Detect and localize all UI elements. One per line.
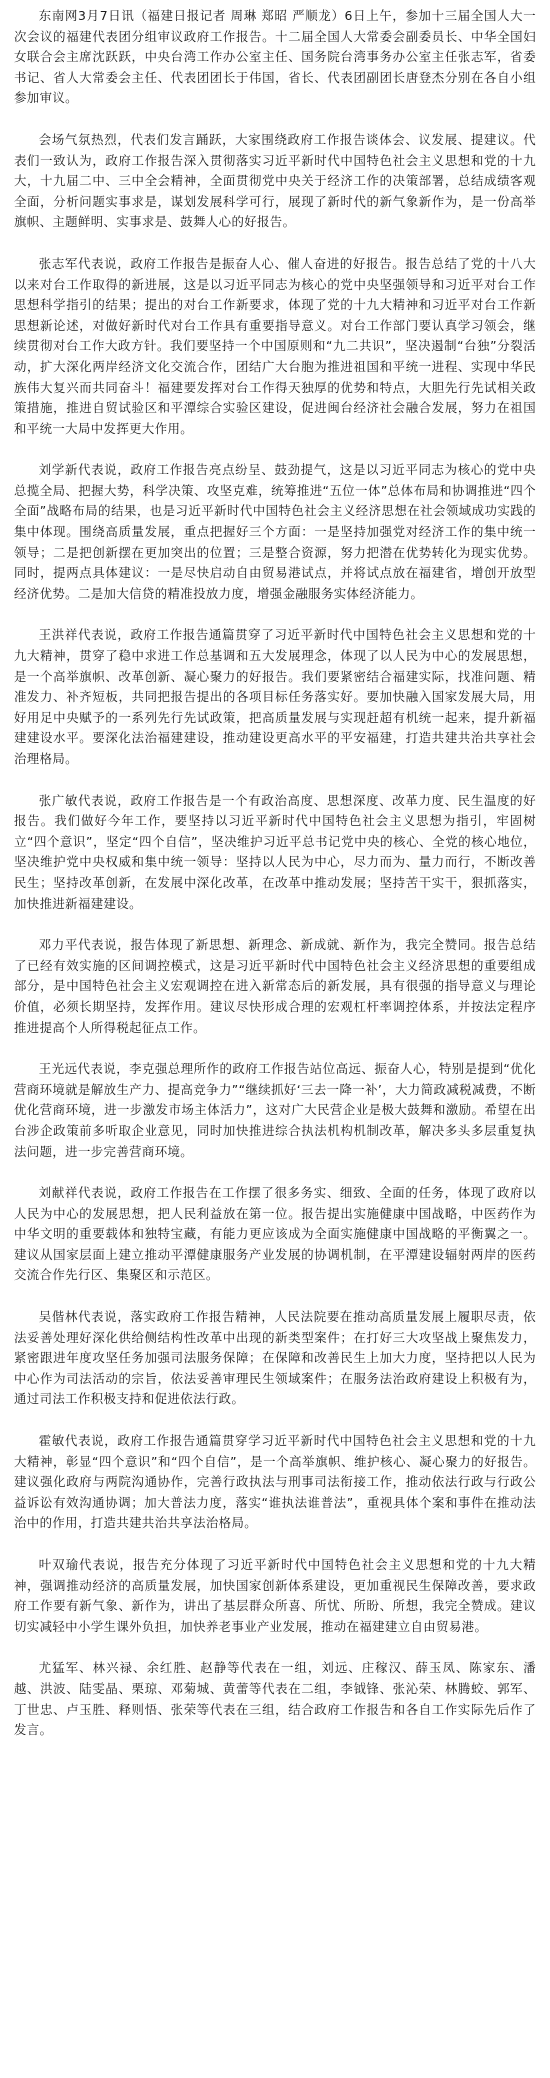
article-paragraph: 叶双瑜代表说，报告充分体现了习近平新时代中国特色社会主义思想和党的十九大精神，强调推动经济的高质量发展，加快国家创新体系建设，更加重视民生保障改善，要求政府工作要有新气象、新作为，讲出了基层群众所喜、所忧、所盼、所想，我完全赞成。建议切实减轻中小学生课外负担，加快养老事业产业发展，推动在福建建立自由贸易港。 <box>14 1557 536 1634</box>
article-paragraph: 王光远代表说，李克强总理所作的政府工作报告站位高远、振奋人心，特别是提到“优化营商环境就是解放生产力、提高竞争力”“继续抓好‘三去一降一补’，大力简政减税减费，不断优化营商环境，进一步激发市场主体活力”，这对广大民营企业是极大鼓舞和激励。希望在出台涉企政策前多听取企业意见，同时加快推进综合执法机构机制改革，解决多头多层重复执法问题，进一步完善营商环境。 <box>14 1061 536 1159</box>
article-paragraph: 张广敏代表说，政府工作报告是一个有政治高度、思想深度、改革力度、民生温度的好报告。我们做好今年工作，要坚持以习近平新时代中国特色社会主义思想为指引，牢固树立“四个意识”，坚定“四个自信”，坚决维护习近平总书记党中央的核心、全党的核心地位，坚决维护党中央权威和集中统一领导：坚持以人民为中心，尽力而为、量力而行，不断改善民生；坚持改革创新，在发展中深化改革，在改革中推动发展；坚持苦干实干，狠抓落实，加快推进新福建建设。 <box>14 792 536 911</box>
article-paragraph-lead: 东南网3月7日讯（福建日报记者 周琳 郑昭 严顺龙）6日上午，参加十三届全国人大一次会议的福建代表团分组审议政府工作报告。十二届全国人大常委会副委员长、中华全国妇女联合会主席沈跃跃，中央台湾工作办公室主任、国务院台湾事务办公室主任张志军，省委书记、省人大常委会主任、代表团团长于伟国，省长、代表团副团长唐登杰分别在各自小组参加审议。 <box>14 8 536 106</box>
article-paragraph: 刘献祥代表说，政府工作报告在工作摆了很多务实、细致、全面的任务，体现了政府以人民为中心的发展思想，把人民利益放在第一位。报告提出实施健康中国战略，中医药作为中华文明的重要载体和独特宝藏，有能力更应该成为全面实施健康中国战略的平衡翼之一。建议从国家层面上建立推动平潭健康服务产业发展的协调机制，在平潭建设辐射两岸的医药交流合作先行区、集聚区和示范区。 <box>14 1185 536 1283</box>
article-paragraph: 霍敏代表说，政府工作报告通篇贯穿学习近平新时代中国特色社会主义思想和党的十九大精神，彰显“四个意识”和“四个自信”，是一个高举旗帜、维护核心、凝心聚力的好报告。建议强化政府与两院沟通协作，完善行政执法与刑事司法衔接工作，推动依法行政与行政公益诉讼有效沟通协调；加大普法力度，落实“谁执法谁普法”，重视具体个案和事件在推动法治中的作用，打造共建共治共享法治格局。 <box>14 1433 536 1531</box>
article-paragraph: 会场气氛热烈，代表们发言踊跃，大家围绕政府工作报告谈体会、议发展、提建议。代表们一致认为，政府工作报告深入贯彻落实习近平新时代中国特色社会主义思想和党的十九大，十九届二中、三中全会精神，全面贯彻党中央关于经济工作的决策部署，总结成绩客观全面，分析问题实事求是，谋划发展科学可行，展现了新时代的新气象新作为，是一份高举旗帜、主题鲜明、实事求是、鼓舞人心的好报告。 <box>14 131 536 230</box>
article-paragraph: 张志军代表说，政府工作报告是振奋人心、催人奋进的好报告。报告总结了党的十八大以来对台工作取得的新进展，这是以习近平同志为核心的党中央坚强领导和习近平对台工作思想科学指引的结果；提出的对台工作新要求，体现了党的十九大精神和习近平对台工作新思想新论述，对做好新时代对台工作具有重要指导意义。对台工作部门要认真学习领会，继续贯彻对台工作大政方针。我们要坚持一个中国原则和“九二共识”，坚决遏制“台独”分裂活动，扩大深化两岸经济文化交流合作，团结广大台胞为推进祖国和平统一进程、实现中华民族伟大复兴而共同奋斗！福建要发挥对台工作得天独厚的优势和特点，大胆先行先试相关政策措施，推进自贸试验区和平潭综合实验区建设，促进闽台经济社会融合发展，努力在祖国和平统一大局中发挥更大作用。 <box>14 255 536 436</box>
article-paragraph: 王洪祥代表说，政府工作报告通篇贯穿了习近平新时代中国特色社会主义思想和党的十九大精神，贯穿了稳中求进工作总基调和五大发展理念，体现了以人民为中心的发展思想，是一个高举旗帜、改革创新、凝心聚力的好报告。我们要紧密结合福建实际，找准问题、精准发力、补齐短板，共同把报告提出的各项目标任务落实好。要加快融入国家发展大局，用好用足中央赋予的一系列先行先试政策，把高质量发展与实现赶超有机统一起来，提升新福建建设水平。要深化法治福建建设，推动建设更高水平的平安福建，打造共建共治共享社会治理格局。 <box>14 627 536 766</box>
article-paragraph: 吴偕林代表说，落实政府工作报告精神，人民法院要在推动高质量发展上履职尽责，依法妥善处理好深化供给侧结构性改革中出现的新类型案件；在打好三大攻坚战上聚焦发力，紧密跟进年度攻坚任务加强司法服务保障；在保障和改善民生上加大力度，坚持把以人民为中心作为司法活动的宗旨，依法妥善审理民生领域案件；在服务法治政府建设上积极有为，通过司法工作积极支持和促进依法行政。 <box>14 1309 536 1407</box>
article-paragraph-closing: 尤猛军、林兴禄、余红胜、赵静等代表在一组，刘远、庄稼汉、薛玉凤、陈家东、潘越、洪波、陆雯晶、栗琼、邓菊城、黄蕾等代表在二组，李钺锋、张沁荣、林腾蛟、郭军、丁世忠、卢玉胜、释则悟、张荣等代表在三组，结合政府工作报告和各自工作实际先后作了发言。 <box>14 1660 536 1738</box>
article-paragraph: 邓力平代表说，报告体现了新思想、新理念、新成就、新作为，我完全赞同。报告总结了已经有效实施的区间调控模式，这是习近平新时代中国特色社会主义经济思想的重要组成部分，是中国特色社会主义宏观调控在进入新常态后的新发展，具有很强的指导意义与理论价值，必须长期坚持，发挥作用。建议尽快形成合理的宏观杠杆率调控体系，并按法定程序推进提高个人所得税起征点工作。 <box>14 937 536 1035</box>
article-paragraph: 刘学新代表说，政府工作报告亮点纷呈、鼓劲提气，这是以习近平同志为核心的党中央总揽全局、把握大势，科学决策、攻坚克难，统筹推进“五位一体”总体布局和协调推进“四个全面”战略布局的结果，也是习近平新时代中国特色社会主义经济思想在社会领域成功实践的集中体现。围绕高质量发展，重点把握好三个方面：一是坚持加强党对经济工作的集中统一领导；二是把创新摆在更加突出的位置；三是整合资源，努力把潜在优势转化为现实优势。同时，提两点具体建议：一是尽快启动自由贸易港试点，并将试点放在福建省，增创开放型经济优势。二是加大信贷的精准投放力度，增强金融服务实体经济能力。 <box>14 462 536 601</box>
